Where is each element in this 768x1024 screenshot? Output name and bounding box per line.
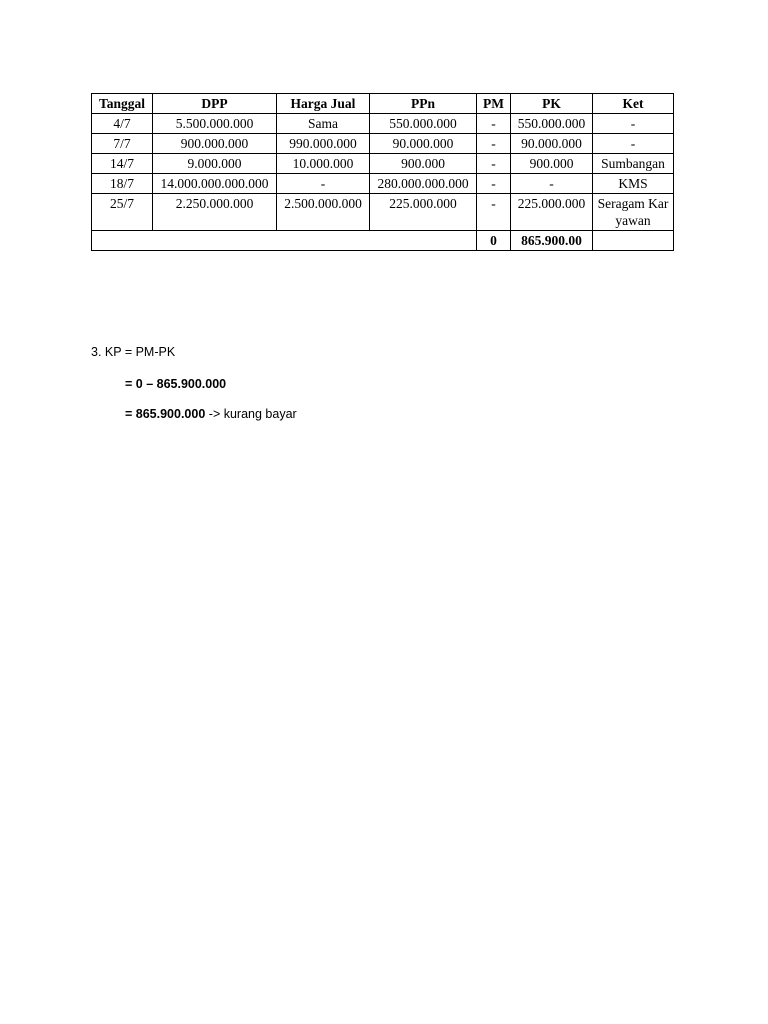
table-header-row bbox=[92, 94, 674, 114]
cell-dpp: 2.250.000.000 bbox=[153, 194, 277, 231]
calc-result bbox=[125, 407, 297, 421]
total-pm: 0 bbox=[477, 231, 511, 251]
cell-pk: 900.000 bbox=[511, 154, 593, 174]
cell-ket: - bbox=[593, 114, 674, 134]
cell-dpp: 14.000.000.000.000 bbox=[153, 174, 277, 194]
cell-harga-jual: Sama bbox=[277, 114, 370, 134]
table-row bbox=[92, 154, 674, 174]
calc-formula: 3. KP = PM-PK bbox=[91, 345, 176, 359]
cell-ket: KMS bbox=[593, 174, 674, 194]
cell-pm: - bbox=[477, 154, 511, 174]
table-row bbox=[92, 194, 674, 231]
table-row bbox=[92, 134, 674, 154]
header-dpp: DPP bbox=[153, 94, 277, 114]
total-ket-empty bbox=[593, 231, 674, 251]
cell-pk: 550.000.000 bbox=[511, 114, 593, 134]
cell-pm: - bbox=[477, 194, 511, 231]
calc-result-note: -> kurang bayar bbox=[208, 407, 297, 421]
cell-dpp: 5.500.000.000 bbox=[153, 114, 277, 134]
table-row bbox=[92, 174, 674, 194]
cell-pk: 90.000.000 bbox=[511, 134, 593, 154]
cell-pk: 225.000.000 bbox=[511, 194, 593, 231]
cell-tanggal: 4/7 bbox=[92, 114, 153, 134]
table-row bbox=[92, 114, 674, 134]
header-pm: PM bbox=[477, 94, 511, 114]
cell-ket: Seragam Karyawan bbox=[593, 194, 674, 231]
header-ppn: PPn bbox=[370, 94, 477, 114]
cell-tanggal: 18/7 bbox=[92, 174, 153, 194]
cell-harga-jual: - bbox=[277, 174, 370, 194]
cell-harga-jual: 990.000.000 bbox=[277, 134, 370, 154]
calc-result-value: = 865.900.000 bbox=[125, 407, 206, 421]
cell-dpp: 900.000.000 bbox=[153, 134, 277, 154]
header-pk: PK bbox=[511, 94, 593, 114]
cell-ppn: 900.000 bbox=[370, 154, 477, 174]
header-ket: Ket bbox=[593, 94, 674, 114]
total-pk: 865.900.00 bbox=[511, 231, 593, 251]
calc-substitution-text: = 0 – 865.900.000 bbox=[125, 377, 227, 391]
cell-tanggal: 7/7 bbox=[92, 134, 153, 154]
cell-ppn: 280.000.000.000 bbox=[370, 174, 477, 194]
cell-pm: - bbox=[477, 174, 511, 194]
cell-ppn: 225.000.000 bbox=[370, 194, 477, 231]
cell-pm: - bbox=[477, 114, 511, 134]
cell-ket: - bbox=[593, 134, 674, 154]
cell-harga-jual: 10.000.000 bbox=[277, 154, 370, 174]
cell-tanggal: 25/7 bbox=[92, 194, 153, 231]
cell-ppn: 550.000.000 bbox=[370, 114, 477, 134]
cell-harga-jual: 2.500.000.000 bbox=[277, 194, 370, 231]
tax-table bbox=[91, 93, 674, 251]
cell-dpp: 9.000.000 bbox=[153, 154, 277, 174]
cell-ket: Sumbangan bbox=[593, 154, 674, 174]
total-spacer-cell bbox=[92, 231, 477, 251]
header-tanggal: Tanggal bbox=[92, 94, 153, 114]
header-harga-jual: Harga Jual bbox=[277, 94, 370, 114]
cell-pk: - bbox=[511, 174, 593, 194]
cell-ppn: 90.000.000 bbox=[370, 134, 477, 154]
calc-substitution bbox=[125, 377, 226, 391]
cell-pm: - bbox=[477, 134, 511, 154]
cell-tanggal: 14/7 bbox=[92, 154, 153, 174]
table-total-row bbox=[92, 231, 674, 251]
